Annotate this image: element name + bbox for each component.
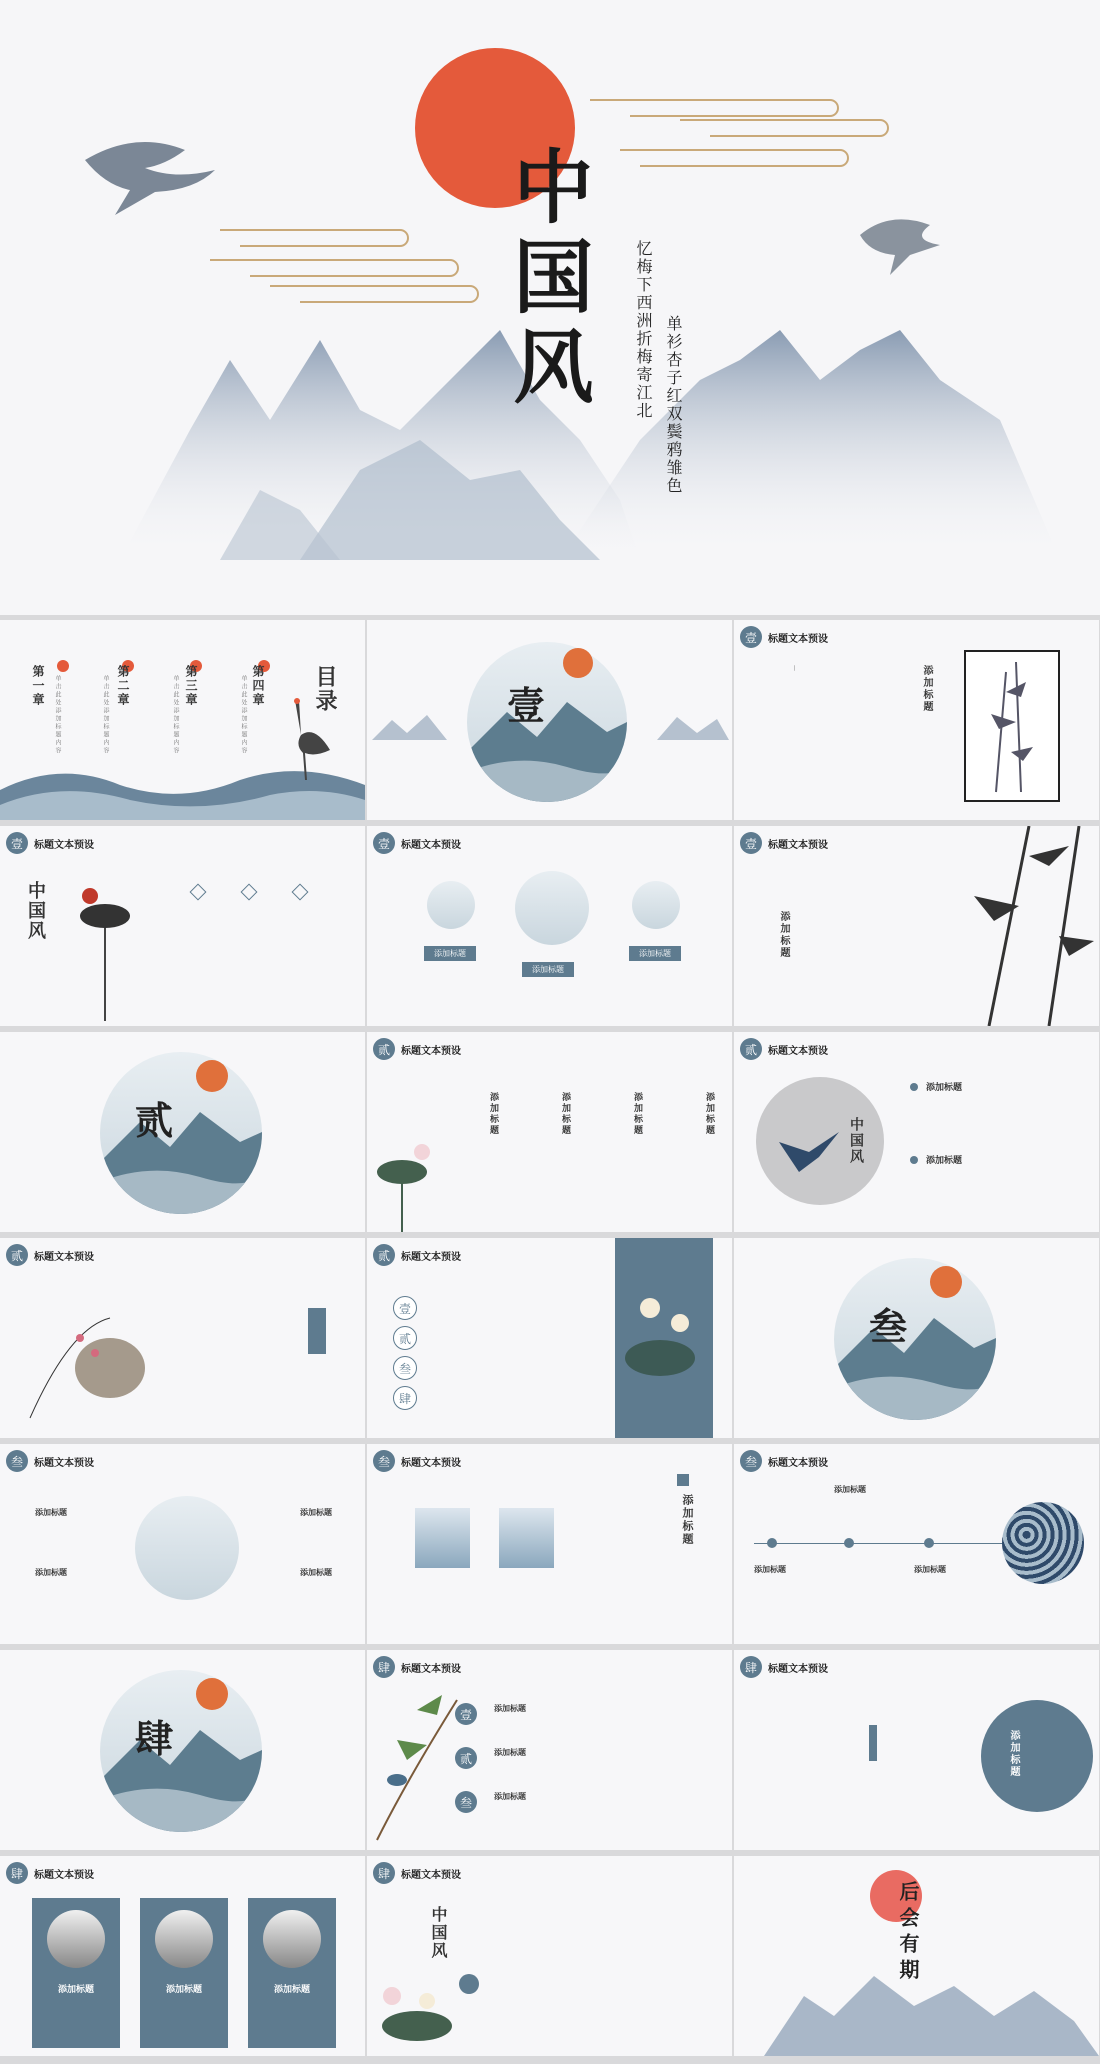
timeline-node	[844, 1538, 854, 1548]
slide-section-four[interactable]	[0, 1650, 365, 1850]
add-title: 添加标题	[560, 1092, 570, 1136]
slide-ending[interactable]	[734, 1856, 1099, 2056]
header-text: 标题文本预设	[401, 1045, 461, 1057]
slide-section-three[interactable]	[734, 1238, 1099, 1438]
add-title: 添加标题	[834, 1484, 866, 1494]
red-dot-icon	[57, 660, 69, 672]
header-text: 标题文本预设	[768, 839, 828, 851]
section-numeral: 肆	[135, 1716, 174, 1761]
add-title: 添加标题	[488, 1092, 498, 1136]
card[interactable]	[248, 1898, 336, 2048]
card-image	[155, 1910, 213, 1968]
slide-bamboo-text[interactable]	[734, 620, 1099, 820]
slide-header	[6, 1244, 94, 1266]
numeral-circle: 肆	[393, 1386, 417, 1410]
lotus-panel	[615, 1238, 713, 1438]
ending-title: 后会有期	[896, 1881, 920, 1985]
toc-chapter-2-desc: 单击此处添加标题内容	[102, 675, 109, 755]
image-circle	[427, 881, 475, 929]
lotus-icon	[65, 881, 145, 1021]
add-title: 添加标题	[494, 1791, 526, 1801]
bullet-dot-icon	[910, 1156, 918, 1164]
hero-title: 中国风	[500, 145, 594, 415]
header-text: 标题文本预设	[768, 1663, 828, 1675]
card-image	[47, 1910, 105, 1968]
add-title: 添加标题	[494, 1703, 526, 1713]
slide-header	[740, 832, 828, 854]
numeral-circle: 叁	[393, 1356, 417, 1380]
header-text: 标题文本预设	[34, 1251, 94, 1263]
card[interactable]	[32, 1898, 120, 2048]
header-badge: 肆	[373, 1656, 395, 1678]
add-title: 添加标题	[35, 1507, 67, 1517]
slide-center-circle[interactable]	[0, 1444, 365, 1644]
blue-circle	[981, 1700, 1093, 1812]
add-title: 添加标题	[778, 911, 789, 959]
slide-orchid[interactable]	[0, 1238, 365, 1438]
bullet-dot-icon	[910, 1083, 918, 1091]
slide-header	[373, 1244, 461, 1266]
slide-toc[interactable]	[0, 620, 365, 820]
square-icon	[677, 1474, 689, 1486]
slide-three-images[interactable]	[367, 826, 732, 1026]
lotus-leaf-icon	[372, 1122, 442, 1232]
numeral-circle: 贰	[455, 1747, 477, 1769]
slide-header	[373, 1038, 461, 1060]
slide-header	[373, 1862, 461, 1884]
section-circle	[100, 1052, 262, 1214]
swallow-icon	[779, 1132, 839, 1172]
bamboo-frame	[964, 650, 1060, 802]
add-title: 添加标题	[926, 1083, 963, 1093]
card-title: 添加标题	[273, 1985, 310, 1995]
header-badge: 叁	[740, 1450, 762, 1472]
numeral-circle: 壹	[455, 1703, 477, 1725]
slide-header	[740, 1450, 828, 1472]
landscape-image	[415, 1508, 470, 1568]
header-badge: 肆	[373, 1862, 395, 1884]
section-numeral: 叁	[869, 1304, 908, 1349]
sun-icon	[196, 1060, 228, 1092]
numeral-circle: 壹	[393, 1296, 417, 1320]
add-title: 添加标题	[754, 1564, 786, 1574]
add-title: 添加标题	[681, 1494, 694, 1546]
header-badge: 贰	[740, 1038, 762, 1060]
section-circle	[834, 1258, 996, 1420]
diamond-icon	[241, 884, 258, 901]
header-badge: 肆	[740, 1656, 762, 1678]
slide-header	[6, 1862, 94, 1884]
section-numeral: 贰	[135, 1098, 174, 1143]
toc-title: 目录	[312, 665, 338, 713]
body-text: —	[791, 665, 798, 673]
add-title: 添加标题	[35, 1567, 67, 1577]
add-title: 添加标题	[494, 1747, 526, 1757]
hero-poem-line1: 忆梅下西洲折梅寄江北	[634, 240, 653, 420]
header-text: 标题文本预设	[768, 633, 828, 645]
toc-chapter-2[interactable]: 第二章	[116, 665, 130, 707]
header-badge: 壹	[740, 626, 762, 648]
add-title-pill[interactable]: 添加标题	[629, 946, 681, 961]
add-title: 添加标题	[300, 1567, 332, 1577]
slide-lotus-panel[interactable]	[367, 1238, 732, 1438]
slide-header	[740, 1038, 828, 1060]
add-title: 添加标题	[1008, 1730, 1019, 1778]
slide-header	[373, 1450, 461, 1472]
card-image	[263, 1910, 321, 1968]
slide-three-cards[interactable]	[0, 1856, 365, 2056]
slide-header	[740, 1656, 828, 1678]
header-badge: 壹	[6, 832, 28, 854]
crane-small-icon	[850, 205, 960, 275]
add-title: 添加标题	[632, 1092, 642, 1136]
title-tab	[869, 1725, 877, 1761]
header-text: 标题文本预设	[34, 839, 94, 851]
slide-lotus-four-col[interactable]	[367, 1032, 732, 1232]
header-text: 标题文本预设	[401, 839, 461, 851]
card-title: 添加标题	[165, 1985, 202, 1995]
bird-branch-icon	[367, 1680, 467, 1850]
add-title: 添加标题	[704, 1092, 714, 1136]
header-text: 标题文本预设	[768, 1457, 828, 1469]
slide-bamboo-right[interactable]	[734, 826, 1099, 1026]
slide-header	[373, 832, 461, 854]
header-badge: 贰	[373, 1244, 395, 1266]
toc-chapter-3[interactable]: 第三章	[184, 665, 198, 707]
toc-chapter-1[interactable]: 第一章	[31, 665, 45, 707]
add-title: 添加标题	[914, 1564, 946, 1574]
toc-chapter-4-desc: 单击此处添加标题内容	[240, 675, 247, 755]
header-badge: 叁	[373, 1450, 395, 1472]
slide-section-two[interactable]	[0, 1032, 365, 1232]
header-text: 标题文本预设	[401, 1251, 461, 1263]
diamond-icon	[190, 884, 207, 901]
timeline-line	[754, 1543, 1004, 1544]
section-numeral: 壹	[507, 683, 546, 728]
sun-icon	[563, 648, 593, 678]
slide-header	[373, 1656, 461, 1678]
sun-icon	[196, 1678, 228, 1710]
timeline-node	[924, 1538, 934, 1548]
add-title: 添加标题	[300, 1507, 332, 1517]
header-badge: 壹	[373, 832, 395, 854]
slide-header	[6, 1450, 94, 1472]
add-title: 添加标题	[926, 1156, 963, 1166]
header-text: 标题文本预设	[401, 1457, 461, 1469]
slide-bird-circle[interactable]	[734, 1650, 1099, 1850]
add-title: 添加标题	[921, 665, 932, 713]
image-circle	[515, 871, 589, 945]
add-title-pill[interactable]: 添加标题	[424, 946, 476, 961]
slide-timeline[interactable]	[734, 1444, 1099, 1644]
landscape-image	[499, 1508, 554, 1568]
header-badge: 肆	[6, 1862, 28, 1884]
slide-bird-branch[interactable]	[367, 1650, 732, 1850]
hero-poem-line2: 单衫杏子红双鬓鸦雏色	[664, 315, 683, 495]
numeral-circle: 叁	[455, 1791, 477, 1813]
orchid-rock-icon	[20, 1298, 160, 1428]
bamboo-icon	[949, 826, 1099, 1026]
blue-dot-icon	[459, 1974, 479, 1994]
brand-text: 中国风	[848, 1117, 864, 1165]
lotus-icon	[372, 1976, 462, 2056]
slide-lotus-text[interactable]	[367, 1856, 732, 2056]
toc-chapter-3-desc: 单击此处添加标题内容	[172, 675, 179, 755]
numeral-circle: 贰	[393, 1326, 417, 1350]
crane-standing-icon	[285, 695, 335, 785]
sun-icon	[930, 1266, 962, 1298]
slide-two-images[interactable]	[367, 1444, 732, 1644]
header-badge: 贰	[373, 1038, 395, 1060]
header-badge: 壹	[740, 832, 762, 854]
slide-swallow[interactable]	[734, 1032, 1099, 1232]
header-text: 标题文本预设	[401, 1663, 461, 1675]
header-text: 标题文本预设	[34, 1869, 94, 1881]
add-title-pill[interactable]: 添加标题	[522, 962, 574, 977]
title-tab	[308, 1308, 326, 1354]
slide-header	[740, 626, 828, 648]
card-title: 添加标题	[57, 1985, 94, 1995]
crane-icon	[75, 120, 245, 230]
slide-section-one[interactable]	[367, 620, 732, 820]
cover-slide[interactable]	[0, 0, 1100, 615]
wave-pattern-circle	[1002, 1502, 1084, 1584]
header-badge: 贰	[6, 1244, 28, 1266]
section-circle	[100, 1670, 262, 1832]
brand-text: 中国风	[429, 1906, 448, 1960]
header-text: 标题文本预设	[768, 1045, 828, 1057]
mountain-icon	[367, 705, 732, 745]
slide-lotus-three[interactable]	[0, 826, 365, 1026]
header-text: 标题文本预设	[401, 1869, 461, 1881]
header-badge: 叁	[6, 1450, 28, 1472]
image-circle	[632, 881, 680, 929]
toc-chapter-1-desc: 单击此处添加标题内容	[54, 675, 61, 755]
toc-chapter-4[interactable]: 第四章	[251, 665, 265, 707]
header-text: 标题文本预设	[34, 1457, 94, 1469]
diamond-icon	[292, 884, 309, 901]
card[interactable]	[140, 1898, 228, 2048]
image-circle	[135, 1496, 239, 1600]
brand-text: 中国风	[25, 881, 46, 941]
slide-header	[6, 832, 94, 854]
timeline-node	[767, 1538, 777, 1548]
